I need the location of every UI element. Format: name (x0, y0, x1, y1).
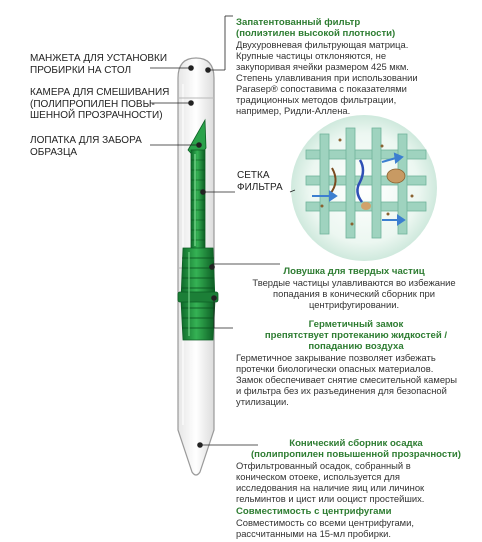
trap-title: Ловушка для твердых частиц (283, 266, 425, 277)
filter-description (236, 17, 472, 116)
label-chamber-line: ШЕННОЙ ПРОЗРАЧНОСТИ) (30, 110, 163, 121)
label-chamber-line: КАМЕРА ДЛЯ СМЕШИВАНИЯ (30, 87, 170, 98)
label-cuff-line: ПРОБИРКИ НА СТОЛ (30, 64, 132, 76)
label-spatula (30, 135, 142, 158)
collector-title: Конический сборник осадка (полипропилен повышенной прозрачности) (250, 438, 461, 460)
collector-text: Отфильтрованный осадок, собранный в коническом отоеке, используется для исследования на наличие яиц или личинок гельминтов и цист или ооцист простейших. (236, 460, 425, 504)
compat-description (236, 506, 476, 539)
trap-text: Твердые частицы улавливаются во избежание попадания в конический сборник при центрифугировании. (252, 277, 456, 310)
label-spatula-line: ОБРАЗЦА (30, 146, 78, 158)
trap-description (236, 266, 472, 310)
filter-mesh-magnified (291, 115, 437, 261)
seal-title: Герметичный замок препятствует протеканию жидкостей / попаданию воздуха (264, 319, 448, 352)
compat-title: Совместимость с центрифугами (236, 506, 392, 517)
compat-text: Совместимость со всеми центрифугами, рассчитанными на 15-мл пробирки. (236, 517, 414, 539)
label-chamber-line: (ПОЛИПРОПИЛЕН ПОВЫ- (30, 98, 155, 110)
label-mesh-line: ФИЛЬТРА (237, 181, 283, 193)
label-cuff-line: МАНЖЕТА ДЛЯ УСТАНОВКИ (30, 53, 168, 64)
label-chamber (30, 87, 169, 122)
filter-title: Запатентованный фильтр (полиэтилен высокой плотности) (236, 17, 396, 39)
label-mesh (237, 170, 283, 193)
label-spatula-line: ЛОПАТКА ДЛЯ ЗАБОРА (30, 135, 142, 146)
seal-description (236, 319, 476, 407)
label-cuff (30, 53, 167, 76)
label-mesh-line: СЕТКА (237, 170, 270, 181)
filter-text: Двухуровневая фильтрующая матрица. Крупные частицы отклоняются, не закупоривая ячейки размером 425 мкм. Степень улавливания при использовании Parasep® сопоставима с показателями традиционных методов фильтрации, например, Ридли-Аллена. (236, 39, 418, 116)
seal-text: Герметичное закрывание позволяет избежать протечки биологически опасных материалов. Замок обеспечивает снятие смесительной камеры и фильтра без их разъединения для безопасной утилизации. (236, 352, 457, 407)
collector-description (236, 438, 476, 504)
